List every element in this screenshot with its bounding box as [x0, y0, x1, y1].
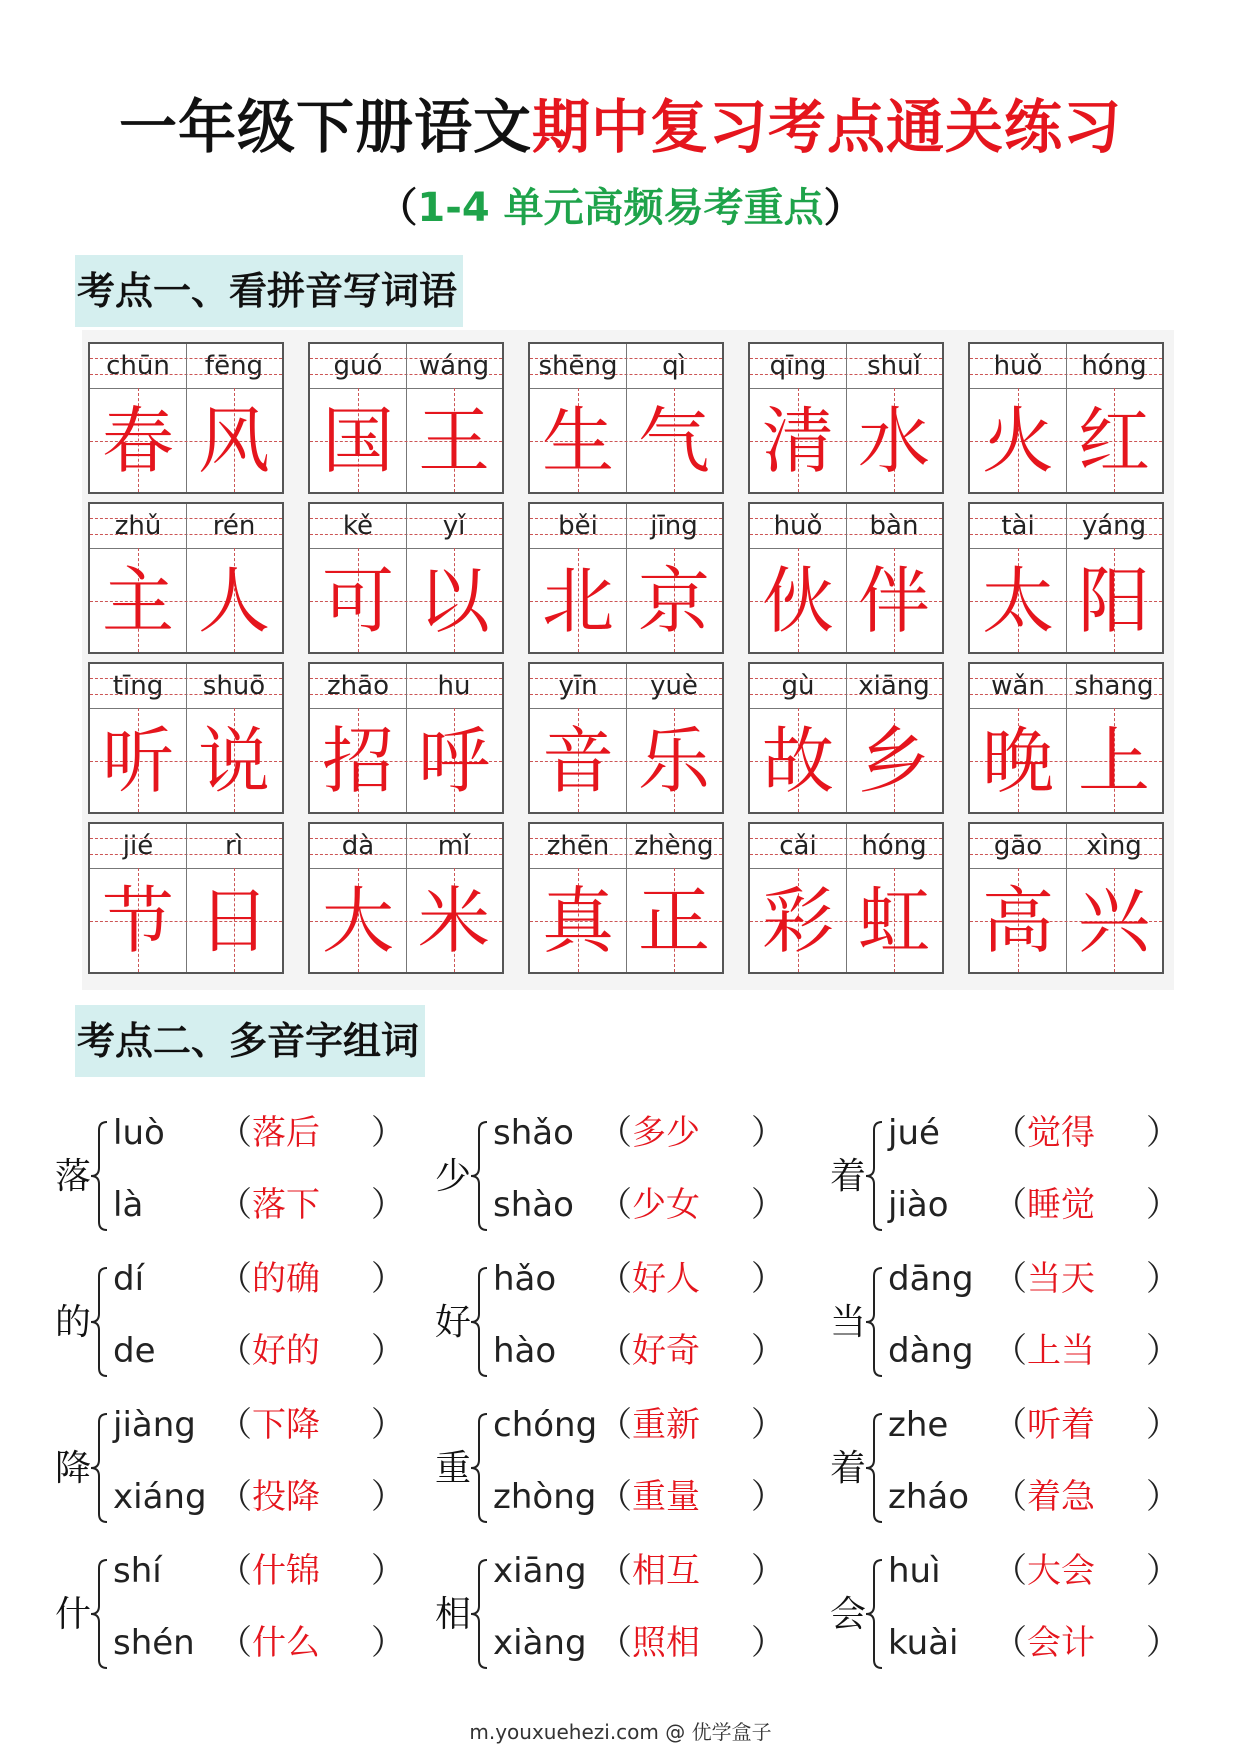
- word-box: [88, 342, 284, 494]
- brace-icon: [89, 1120, 109, 1232]
- close-paren: ）: [751, 1331, 785, 1371]
- polyphone-reading: [113, 1254, 443, 1304]
- pinyin-label: cǎi: [779, 831, 817, 861]
- close-paren: ）: [751, 1551, 785, 1591]
- polyphone-character: 会: [830, 1594, 867, 1635]
- polyphone-reading: [493, 1326, 823, 1376]
- pinyin-label: fēng: [204, 351, 264, 381]
- reading-pinyin: zhe: [888, 1405, 949, 1445]
- close-paren: ）: [371, 1477, 405, 1517]
- pinyin-label: huǒ: [993, 351, 1043, 381]
- polyphone-reading: [493, 1618, 823, 1668]
- close-paren: ）: [751, 1405, 785, 1445]
- polyphone-character: 相: [435, 1594, 472, 1635]
- hanzi-answer: 国: [321, 399, 394, 483]
- reading-pinyin: hǎo: [493, 1259, 557, 1299]
- hanzi-answer: 火: [981, 399, 1054, 483]
- subtitle-close-paren: ）: [823, 185, 864, 231]
- brace-icon: [864, 1412, 884, 1524]
- pinyin-label: zhèng: [634, 831, 714, 861]
- brace-icon: [89, 1412, 109, 1524]
- pinyin-label: hu: [437, 671, 471, 701]
- reading-pinyin: kuài: [888, 1623, 959, 1663]
- word-box: [748, 502, 944, 654]
- hanzi-answer: 风: [197, 399, 270, 483]
- reading-pinyin: dàng: [888, 1331, 974, 1371]
- brace-icon: [469, 1558, 489, 1670]
- hanzi-answer: 气: [637, 399, 710, 483]
- pinyin-label: běi: [558, 511, 598, 541]
- word-box: [528, 662, 724, 814]
- pinyin-label: jīng: [650, 511, 698, 541]
- polyphone-group: [55, 1544, 415, 1690]
- open-paren: （: [218, 1113, 252, 1153]
- answer-word: 投降: [252, 1477, 320, 1517]
- open-paren: （: [598, 1405, 632, 1445]
- pinyin-label: bàn: [869, 511, 919, 541]
- pinyin-label: rì: [225, 831, 243, 861]
- close-paren: ）: [371, 1623, 405, 1663]
- open-paren: （: [598, 1623, 632, 1663]
- open-paren: （: [218, 1259, 252, 1299]
- pinyin-label: hóng: [1081, 351, 1147, 381]
- answer-word: 相互: [632, 1551, 700, 1591]
- hanzi-answer: 红: [1077, 399, 1150, 483]
- polyphone-group: [830, 1544, 1190, 1690]
- word-box: [308, 822, 504, 974]
- pinyin-label: jié: [122, 831, 154, 861]
- reading-pinyin: shào: [493, 1185, 574, 1225]
- reading-pinyin: de: [113, 1331, 156, 1371]
- word-box: [968, 502, 1164, 654]
- polyphone-reading: [493, 1108, 823, 1158]
- pinyin-word-grid: [82, 330, 1174, 990]
- answer-word: 好人: [632, 1259, 700, 1299]
- open-paren: （: [993, 1331, 1027, 1371]
- pinyin-label: qīng: [769, 351, 827, 381]
- open-paren: （: [218, 1623, 252, 1663]
- polyphone-group: [830, 1398, 1190, 1544]
- pinyin-label: gù: [781, 671, 815, 701]
- hanzi-answer: 呼: [417, 719, 490, 803]
- hanzi-answer: 真: [541, 879, 614, 963]
- brace-icon: [864, 1558, 884, 1670]
- pinyin-label: qì: [662, 351, 686, 381]
- word-box: [88, 502, 284, 654]
- brace-icon: [469, 1266, 489, 1378]
- answer-word: 重量: [632, 1477, 700, 1517]
- polyphone-group: [435, 1544, 795, 1690]
- word-box: [308, 662, 504, 814]
- hanzi-answer: 清: [761, 399, 834, 483]
- answer-word: 什锦: [252, 1551, 320, 1591]
- open-paren: （: [993, 1185, 1027, 1225]
- polyphone-character: 当: [830, 1302, 867, 1343]
- polyphone-reading: [493, 1254, 823, 1304]
- hanzi-answer: 招: [321, 719, 394, 803]
- answer-word: 落下: [252, 1185, 320, 1225]
- word-box: [88, 662, 284, 814]
- pinyin-label: shuō: [202, 671, 266, 701]
- hanzi-answer: 太: [981, 559, 1054, 643]
- polyphone-character: 的: [55, 1302, 92, 1343]
- close-paren: ）: [1146, 1113, 1180, 1153]
- polyphone-reading: [888, 1254, 1218, 1304]
- polyphone-reading: [113, 1108, 443, 1158]
- open-paren: （: [218, 1551, 252, 1591]
- reading-pinyin: jiàng: [113, 1405, 196, 1445]
- pinyin-label: yīn: [558, 671, 598, 701]
- reading-pinyin: luò: [113, 1113, 165, 1153]
- polyphone-reading: [113, 1400, 443, 1450]
- hanzi-answer: 可: [321, 559, 394, 643]
- subtitle-text: 1-4 单元高频易考重点: [417, 185, 824, 231]
- pinyin-label: shang: [1074, 671, 1154, 701]
- open-paren: （: [598, 1185, 632, 1225]
- answer-word: 重新: [632, 1405, 700, 1445]
- open-paren: （: [598, 1259, 632, 1299]
- open-paren: （: [598, 1551, 632, 1591]
- close-paren: ）: [371, 1551, 405, 1591]
- hanzi-answer: 以: [417, 559, 490, 643]
- answer-word: 的确: [252, 1259, 320, 1299]
- hanzi-answer: 彩: [761, 879, 834, 963]
- polyphone-character: 少: [435, 1156, 472, 1197]
- reading-pinyin: zhòng: [493, 1477, 597, 1517]
- reading-pinyin: jiào: [888, 1185, 949, 1225]
- pinyin-label: huǒ: [773, 511, 823, 541]
- answer-word: 大会: [1027, 1551, 1095, 1591]
- pinyin-label: xiāng: [858, 671, 930, 701]
- hanzi-answer: 伙: [761, 559, 834, 643]
- open-paren: （: [218, 1405, 252, 1445]
- word-box: [968, 342, 1164, 494]
- pinyin-label: shuǐ: [867, 351, 921, 381]
- open-paren: （: [993, 1113, 1027, 1153]
- open-paren: （: [993, 1551, 1027, 1591]
- brace-icon: [89, 1558, 109, 1670]
- word-box: [748, 342, 944, 494]
- open-paren: （: [218, 1185, 252, 1225]
- answer-word: 睡觉: [1027, 1185, 1095, 1225]
- close-paren: ）: [751, 1477, 785, 1517]
- pinyin-label: chūn: [106, 351, 170, 381]
- word-box: [528, 822, 724, 974]
- hanzi-answer: 说: [197, 719, 270, 803]
- polyphone-group: [830, 1252, 1190, 1398]
- answer-word: 会计: [1027, 1623, 1095, 1663]
- close-paren: ）: [1146, 1405, 1180, 1445]
- reading-pinyin: chóng: [493, 1405, 598, 1445]
- answer-word: 听着: [1027, 1405, 1095, 1445]
- open-paren: （: [993, 1259, 1027, 1299]
- close-paren: ）: [1146, 1623, 1180, 1663]
- word-box: [748, 822, 944, 974]
- hanzi-answer: 北: [541, 559, 614, 643]
- polyphone-reading: [113, 1546, 443, 1596]
- pinyin-label: dà: [341, 831, 375, 861]
- open-paren: （: [598, 1113, 632, 1153]
- title-part1: 一年级下册语文: [118, 93, 532, 161]
- reading-pinyin: dí: [113, 1259, 145, 1299]
- hanzi-answer: 兴: [1077, 879, 1150, 963]
- hanzi-answer: 晚: [981, 719, 1054, 803]
- close-paren: ）: [751, 1623, 785, 1663]
- polyphone-reading: [113, 1618, 443, 1668]
- subtitle-open-paren: （: [377, 185, 418, 231]
- reading-pinyin: là: [113, 1185, 144, 1225]
- polyphone-character: 好: [435, 1302, 472, 1343]
- answer-word: 着急: [1027, 1477, 1095, 1517]
- hanzi-answer: 上: [1077, 719, 1150, 803]
- hanzi-answer: 听: [101, 719, 174, 803]
- hanzi-answer: 乡: [857, 719, 930, 803]
- polyphone-group: [435, 1398, 795, 1544]
- reading-pinyin: xiàng: [493, 1623, 587, 1663]
- polyphone-reading: [493, 1400, 823, 1450]
- brace-icon: [864, 1266, 884, 1378]
- brace-icon: [89, 1266, 109, 1378]
- title-part2: 期中复习考点通关练习: [532, 93, 1123, 161]
- close-paren: ）: [371, 1113, 405, 1153]
- hanzi-answer: 乐: [637, 719, 710, 803]
- reading-pinyin: shǎo: [493, 1113, 574, 1153]
- pinyin-label: zhǔ: [114, 511, 162, 541]
- pinyin-label: yuè: [650, 671, 698, 701]
- word-box: [88, 822, 284, 974]
- close-paren: ）: [751, 1113, 785, 1153]
- open-paren: （: [598, 1331, 632, 1371]
- polyphone-reading: [113, 1180, 443, 1230]
- close-paren: ）: [1146, 1331, 1180, 1371]
- open-paren: （: [993, 1623, 1027, 1663]
- reading-pinyin: xiāng: [493, 1551, 587, 1591]
- pinyin-label: gāo: [993, 831, 1043, 861]
- polyphone-reading: [493, 1180, 823, 1230]
- word-box: [308, 502, 504, 654]
- word-box: [748, 662, 944, 814]
- close-paren: ）: [1146, 1477, 1180, 1517]
- polyphone-group: [55, 1252, 415, 1398]
- answer-word: 落后: [252, 1113, 320, 1153]
- reading-pinyin: shén: [113, 1623, 195, 1663]
- answer-word: 觉得: [1027, 1113, 1095, 1153]
- footer-watermark: m.youxuehezi.com @ 优学盒子: [469, 1720, 772, 1744]
- page-subtitle: [0, 182, 1241, 234]
- polyphone-reading: [493, 1546, 823, 1596]
- hanzi-answer: 阳: [1077, 559, 1150, 643]
- open-paren: （: [598, 1477, 632, 1517]
- answer-word: 少女: [632, 1185, 700, 1225]
- close-paren: ）: [751, 1259, 785, 1299]
- polyphone-group: [435, 1252, 795, 1398]
- polyphone-reading: [888, 1108, 1218, 1158]
- page-title: [0, 92, 1241, 162]
- reading-pinyin: dāng: [888, 1259, 974, 1299]
- polyphone-character: 着: [830, 1448, 867, 1489]
- answer-word: 下降: [252, 1405, 320, 1445]
- hanzi-answer: 春: [101, 399, 174, 483]
- word-box: [528, 502, 724, 654]
- hanzi-answer: 高: [981, 879, 1054, 963]
- polyphone-reading: [888, 1618, 1218, 1668]
- polyphone-character: 降: [55, 1448, 92, 1489]
- open-paren: （: [993, 1405, 1027, 1445]
- close-paren: ）: [371, 1259, 405, 1299]
- pinyin-label: tīng: [112, 671, 164, 701]
- brace-icon: [469, 1412, 489, 1524]
- polyphone-character: 落: [55, 1156, 92, 1197]
- reading-pinyin: shí: [113, 1551, 162, 1591]
- polyphone-reading: [888, 1472, 1218, 1522]
- hanzi-answer: 米: [417, 879, 490, 963]
- word-box: [308, 342, 504, 494]
- answer-word: 好奇: [632, 1331, 700, 1371]
- pinyin-label: mǐ: [437, 831, 471, 861]
- polyphone-group: [435, 1106, 795, 1252]
- polyphone-reading: [888, 1546, 1218, 1596]
- polyphone-group: [55, 1398, 415, 1544]
- open-paren: （: [218, 1331, 252, 1371]
- hanzi-answer: 故: [761, 719, 834, 803]
- close-paren: ）: [1146, 1185, 1180, 1225]
- answer-word: 什么: [252, 1623, 320, 1663]
- polyphone-group: [55, 1106, 415, 1252]
- close-paren: ）: [371, 1405, 405, 1445]
- answer-word: 上当: [1027, 1331, 1095, 1371]
- open-paren: （: [993, 1477, 1027, 1517]
- pinyin-label: kě: [342, 511, 374, 541]
- polyphone-reading: [113, 1326, 443, 1376]
- hanzi-answer: 王: [417, 399, 490, 483]
- hanzi-answer: 节: [101, 879, 174, 963]
- hanzi-answer: 人: [197, 559, 270, 643]
- answer-word: 照相: [632, 1623, 700, 1663]
- pinyin-label: guó: [333, 351, 383, 381]
- pinyin-label: tài: [1001, 511, 1035, 541]
- section2-heading: 考点二、多音字组词: [75, 1005, 425, 1077]
- pinyin-label: rén: [212, 511, 256, 541]
- answer-word: 好的: [252, 1331, 320, 1371]
- polyphone-character: 什: [55, 1594, 92, 1635]
- pinyin-label: zhāo: [327, 671, 389, 701]
- pinyin-label: xìng: [1086, 831, 1142, 861]
- hanzi-answer: 大: [321, 879, 394, 963]
- hanzi-answer: 音: [541, 719, 614, 803]
- close-paren: ）: [1146, 1259, 1180, 1299]
- hanzi-answer: 日: [197, 879, 270, 963]
- pinyin-label: wǎn: [991, 671, 1045, 701]
- close-paren: ）: [371, 1185, 405, 1225]
- word-box: [968, 662, 1164, 814]
- hanzi-answer: 京: [637, 559, 710, 643]
- pinyin-label: yǐ: [442, 511, 466, 541]
- answer-word: 当天: [1027, 1259, 1095, 1299]
- polyphone-character: 着: [830, 1156, 867, 1197]
- answer-word: 多少: [632, 1113, 700, 1153]
- reading-pinyin: zháo: [888, 1477, 970, 1517]
- reading-pinyin: jué: [888, 1113, 940, 1153]
- section1-heading: 考点一、看拼音写词语: [75, 255, 463, 327]
- hanzi-answer: 正: [637, 879, 710, 963]
- reading-pinyin: hào: [493, 1331, 557, 1371]
- close-paren: ）: [371, 1331, 405, 1371]
- brace-icon: [469, 1120, 489, 1232]
- word-box: [968, 822, 1164, 974]
- open-paren: （: [218, 1477, 252, 1517]
- polyphone-character: 重: [435, 1448, 472, 1489]
- pinyin-label: zhēn: [546, 831, 610, 861]
- hanzi-answer: 生: [541, 399, 614, 483]
- pinyin-label: hóng: [861, 831, 927, 861]
- polyphone-reading: [888, 1326, 1218, 1376]
- pinyin-label: yáng: [1081, 511, 1147, 541]
- polyphone-reading: [493, 1472, 823, 1522]
- polyphone-group: [830, 1106, 1190, 1252]
- pinyin-label: wáng: [418, 351, 490, 381]
- hanzi-answer: 主: [101, 559, 174, 643]
- polyphone-reading: [113, 1472, 443, 1522]
- close-paren: ）: [1146, 1551, 1180, 1591]
- polyphone-reading: [888, 1400, 1218, 1450]
- brace-icon: [864, 1120, 884, 1232]
- hanzi-answer: 伴: [857, 559, 930, 643]
- hanzi-answer: 水: [857, 399, 930, 483]
- hanzi-answer: 虹: [857, 879, 930, 963]
- word-box: [528, 342, 724, 494]
- polyphone-reading: [888, 1180, 1218, 1230]
- close-paren: ）: [751, 1185, 785, 1225]
- reading-pinyin: huì: [888, 1551, 941, 1591]
- pinyin-label: shēng: [538, 351, 618, 381]
- reading-pinyin: xiáng: [113, 1477, 207, 1517]
